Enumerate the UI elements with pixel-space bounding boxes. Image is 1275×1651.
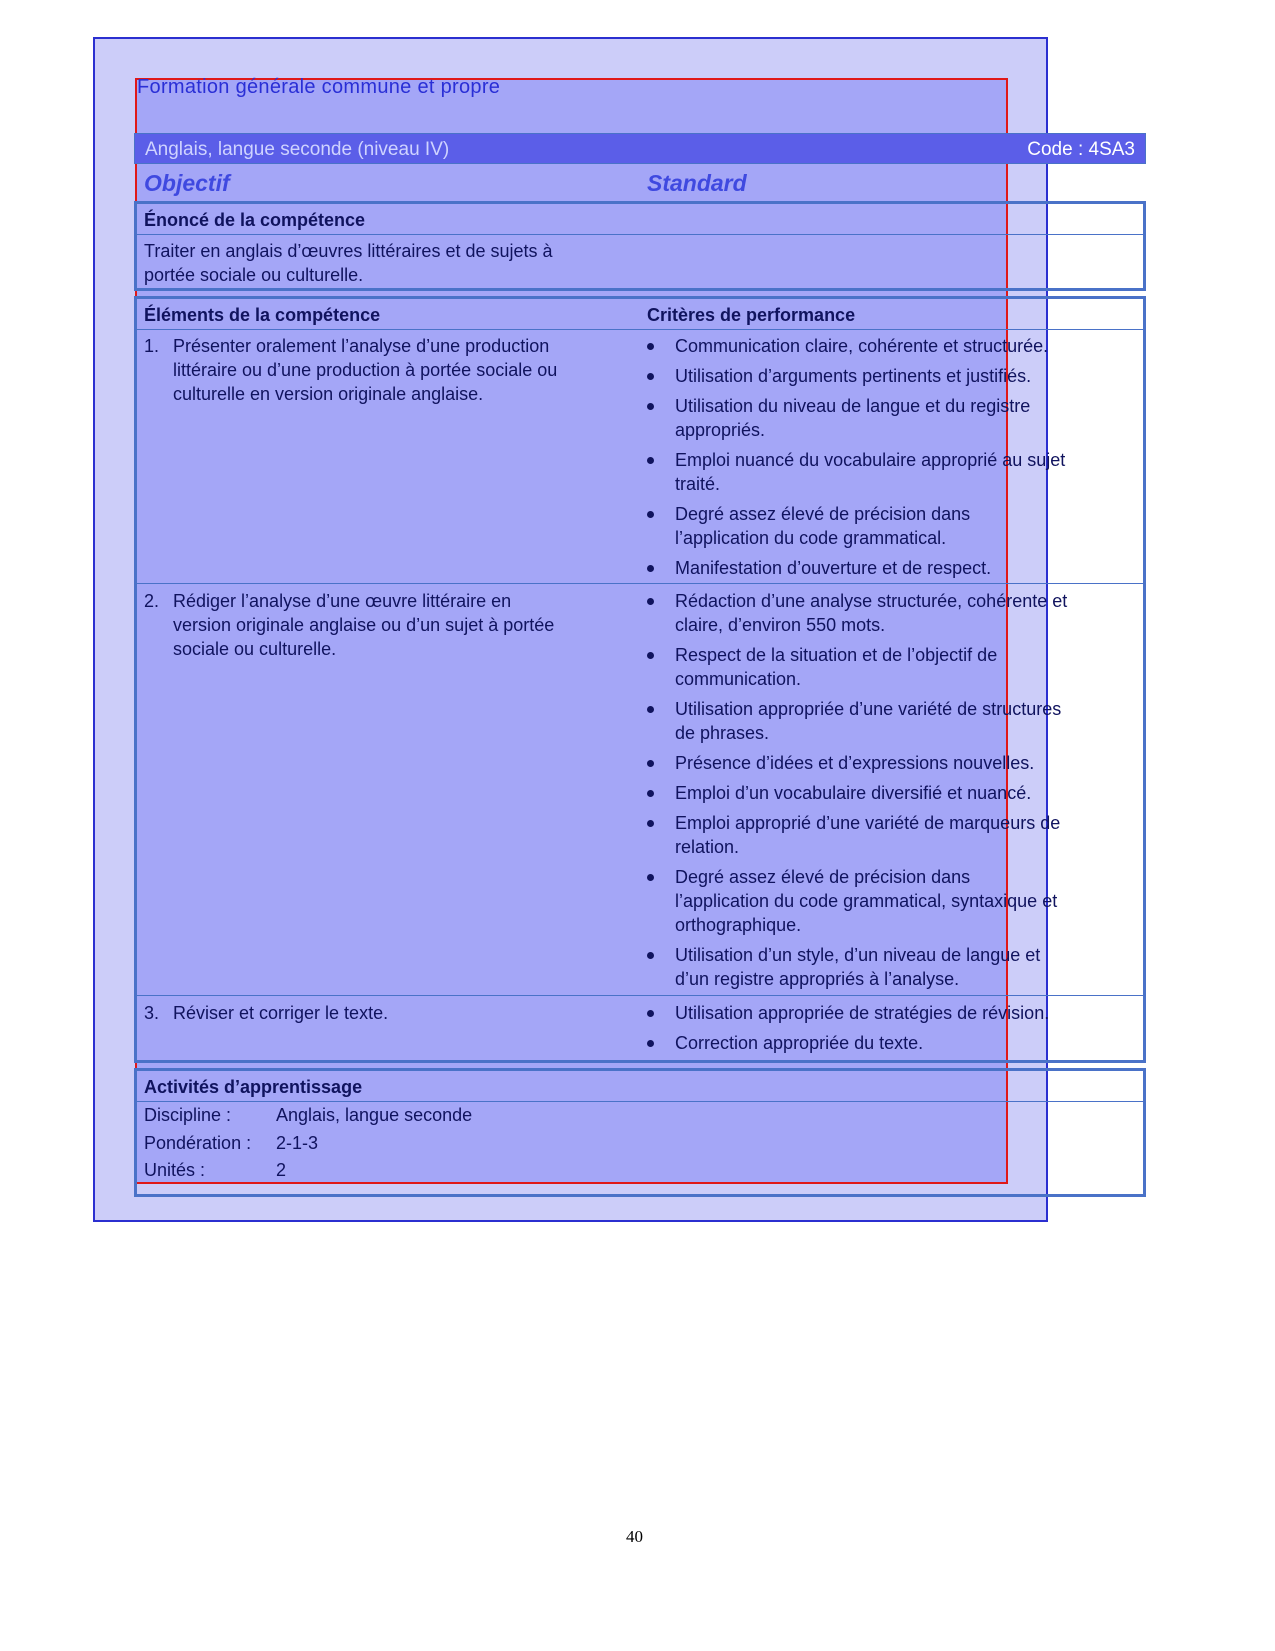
- bullet-icon: [647, 457, 654, 464]
- bullet-icon: [647, 1040, 654, 1047]
- bullet-icon: [647, 652, 654, 659]
- criteres-header: Critères de performance: [647, 305, 856, 325]
- unites-row: [144, 1158, 286, 1182]
- objectif-title: Objectif: [144, 170, 230, 196]
- element-line: Réviser et corriger le texte.: [173, 1003, 389, 1023]
- criterion-item: Emploi approprié d’une variété de marqueurs de relation.: [645, 811, 1105, 859]
- enonce-section: [134, 201, 1146, 291]
- ponderation-label: Pondération :: [144, 1133, 252, 1153]
- divider: [137, 234, 1143, 235]
- bullet-icon: [647, 874, 654, 881]
- bullet-icon: [647, 760, 654, 767]
- criterion-item: Utilisation d’un style, d’un niveau de langue et d’un registre appropriés à l’analyse.: [645, 943, 1105, 991]
- bullet-icon: [647, 706, 654, 713]
- unites-label: Unités :: [144, 1160, 206, 1180]
- criterion-item: Utilisation appropriée d’une variété de structures de phrases.: [645, 697, 1105, 745]
- criterion-item: Degré assez élevé de précision dans l’application du code grammatical.: [645, 502, 1105, 550]
- discipline-row: [144, 1103, 472, 1127]
- activites-title: Activités d’apprentissage: [144, 1077, 363, 1097]
- unites-value: 2: [276, 1160, 287, 1180]
- standard-title: Standard: [647, 170, 747, 196]
- criteria-list: [645, 1001, 1105, 1061]
- discipline-label: Discipline :: [144, 1105, 232, 1125]
- criterion-item: Degré assez élevé de précision dans l’application du code grammatical, syntaxique et orthographique.: [645, 865, 1105, 937]
- element-number: 3.: [144, 1003, 160, 1023]
- element-line: Rédiger l’analyse d’une œuvre littéraire en: [173, 591, 512, 611]
- element-line: version originale anglaise ou d’un sujet à portée: [173, 615, 555, 635]
- criterion-item: Rédaction d’une analyse structurée, cohérente et claire, d’environ 550 mots.: [645, 589, 1105, 637]
- element-number: 2.: [144, 591, 160, 611]
- element-line: culturelle en version originale anglaise.: [173, 384, 484, 404]
- criterion-item: Utilisation appropriée de stratégies de révision.: [645, 1001, 1105, 1025]
- criterion-item: Correction appropriée du texte.: [645, 1031, 1105, 1055]
- course-header-bar: [134, 133, 1146, 164]
- element-number: 1.: [144, 336, 160, 356]
- element-line: littéraire ou d’une production à portée sociale ou: [173, 360, 558, 380]
- element-line: sociale ou culturelle.: [173, 639, 337, 659]
- divider: [137, 329, 1143, 330]
- bullet-icon: [647, 820, 654, 827]
- section-heading: Formation générale commune et propre: [137, 76, 501, 98]
- bullet-icon: [647, 598, 654, 605]
- criterion-item: Présence d’idées et d’expressions nouvelles.: [645, 751, 1105, 775]
- ponderation-value: 2-1-3: [276, 1133, 319, 1153]
- course-code: Code : 4SA3: [1027, 139, 1135, 160]
- element-line: Présenter oralement l’analyse d’une production: [173, 336, 550, 356]
- ponderation-row: [144, 1131, 318, 1155]
- criterion-item: Communication claire, cohérente et structurée.: [645, 334, 1105, 358]
- divider: [137, 1101, 1143, 1102]
- bullet-icon: [647, 373, 654, 380]
- criterion-item: Utilisation d’arguments pertinents et justifiés.: [645, 364, 1105, 388]
- bullet-icon: [647, 1010, 654, 1017]
- bullet-icon: [647, 952, 654, 959]
- elements-header: Éléments de la compétence: [144, 305, 381, 325]
- enonce-text-line: portée sociale ou culturelle.: [144, 265, 364, 285]
- criterion-item: Manifestation d’ouverture et de respect.: [645, 556, 1105, 580]
- criterion-item: Emploi d’un vocabulaire diversifié et nuancé.: [645, 781, 1105, 805]
- enonce-text-line: Traiter en anglais d’œuvres littéraires et de sujets à: [144, 241, 553, 261]
- criterion-item: Emploi nuancé du vocabulaire approprié au sujet traité.: [645, 448, 1105, 496]
- enonce-title: Énoncé de la compétence: [144, 210, 366, 230]
- criterion-item: Utilisation du niveau de langue et du registre appropriés.: [645, 394, 1105, 442]
- criterion-item: Respect de la situation et de l’objectif de communication.: [645, 643, 1105, 691]
- bullet-icon: [647, 565, 654, 572]
- discipline-value: Anglais, langue seconde: [276, 1105, 473, 1125]
- bullet-icon: [647, 790, 654, 797]
- course-name: Anglais, langue seconde (niveau IV): [145, 139, 450, 160]
- bullet-icon: [647, 343, 654, 350]
- page-number: 40: [626, 1527, 643, 1546]
- bullet-icon: [647, 403, 654, 410]
- criteria-list: [645, 589, 1105, 997]
- elements-section: [134, 296, 1146, 1063]
- bullet-icon: [647, 511, 654, 518]
- criteria-list: [645, 334, 1105, 586]
